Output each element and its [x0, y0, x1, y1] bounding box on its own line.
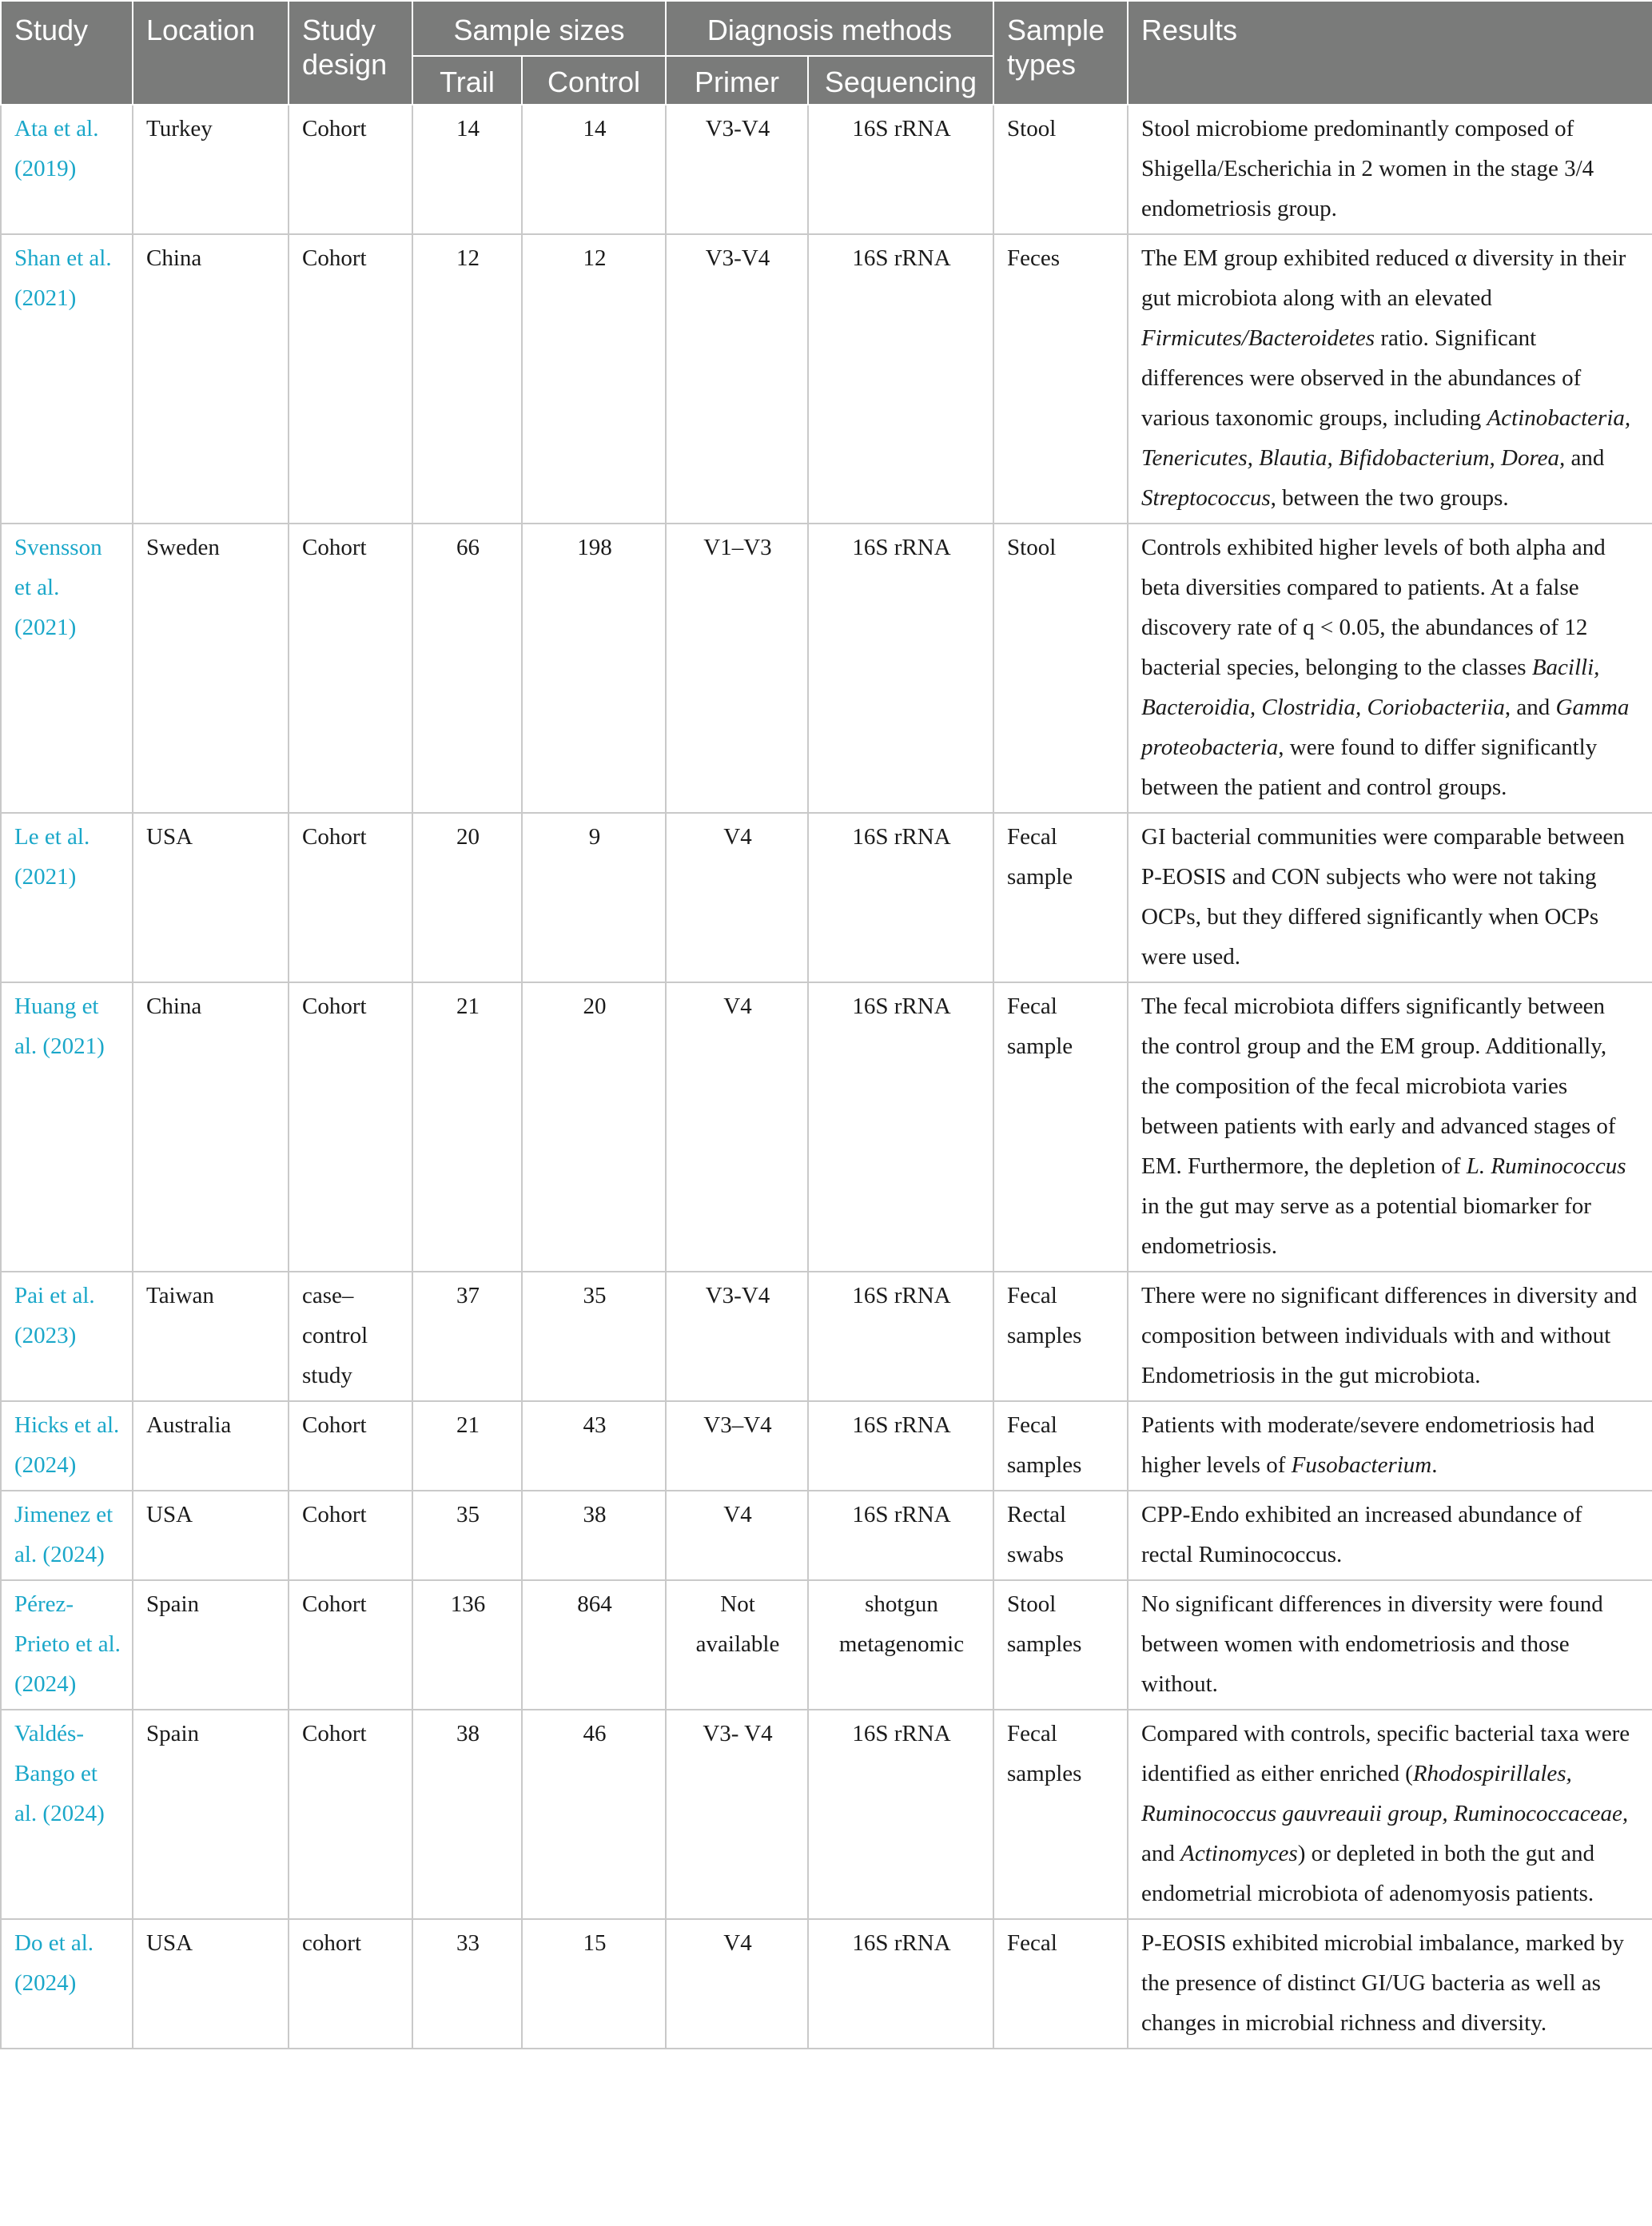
cell-study[interactable]: Pai et al. (2023)	[1, 1272, 133, 1401]
cell-sequencing: 16S rRNA	[808, 813, 993, 982]
cell-control: 14	[522, 105, 666, 234]
cell-study-design: Cohort	[289, 1710, 412, 1919]
cell-results	[1128, 1919, 1652, 2049]
results-text: Patients with moderate/severe endometriosis had higher levels of	[1141, 1412, 1594, 1478]
cell-sample-type: Fecal sample	[993, 982, 1128, 1272]
cell-sample-type: Stool	[993, 105, 1128, 234]
cell-results	[1128, 1580, 1652, 1710]
cell-primer: V3-V4	[666, 1272, 808, 1401]
results-text: P-EOSIS exhibited microbial imbalance, marked by the presence of distinct GI/UG bacteria as well as changes in microbial richness and diversity.	[1141, 1930, 1625, 2036]
cell-primer: V4	[666, 813, 808, 982]
results-text: .	[1431, 1452, 1438, 1478]
cell-trail: 136	[412, 1580, 522, 1710]
cell-sample-type: Stool	[993, 524, 1128, 813]
cell-results	[1128, 1272, 1652, 1401]
cell-control: 46	[522, 1710, 666, 1919]
cell-study-design: Cohort	[289, 524, 412, 813]
cell-trail: 20	[412, 813, 522, 982]
header-diagnosis-methods: Diagnosis methods	[666, 1, 993, 56]
cell-sequencing: 16S rRNA	[808, 1919, 993, 2049]
cell-trail: 35	[412, 1491, 522, 1580]
cell-study[interactable]: Svensson et al. (2021)	[1, 524, 133, 813]
cell-study[interactable]: Hicks et al. (2024)	[1, 1401, 133, 1491]
cell-study[interactable]: Shan et al. (2021)	[1, 234, 133, 524]
results-text: The EM group exhibited reduced α diversity in their gut microbiota along with an elevated	[1141, 245, 1626, 311]
cell-trail: 38	[412, 1710, 522, 1919]
cell-sequencing: 16S rRNA	[808, 234, 993, 524]
header-study-design: Study design	[289, 1, 412, 105]
table-row	[1, 1401, 1652, 1491]
cell-sequencing: 16S rRNA	[808, 105, 993, 234]
cell-sample-type: Fecal sample	[993, 813, 1128, 982]
results-text: and	[1565, 445, 1605, 471]
cell-control: 43	[522, 1401, 666, 1491]
cell-location: Turkey	[133, 105, 289, 234]
cell-control: 35	[522, 1272, 666, 1401]
results-text: CPP-Endo exhibited an increased abundance of rectal Ruminococcus.	[1141, 1502, 1582, 1567]
results-text: ) or depleted in both the gut and endometrial microbiota of adenomyosis patients.	[1141, 1841, 1594, 1906]
cell-location: Taiwan	[133, 1272, 289, 1401]
results-text: , between the two groups.	[1270, 485, 1509, 511]
header-sample-types: Sample types	[993, 1, 1128, 105]
cell-location: Spain	[133, 1580, 289, 1710]
cell-study[interactable]: Do et al. (2024)	[1, 1919, 133, 2049]
results-italic-text: Actinobacteria, Tenericutes, Blautia, Bifidobacterium, Dorea,	[1141, 405, 1631, 471]
results-text: GI bacterial communities were comparable between P-EOSIS and CON subjects who were not taking OCPs, but they differed significantly when OCPs were used.	[1141, 824, 1625, 970]
header-location: Location	[133, 1, 289, 105]
cell-primer: V4	[666, 1919, 808, 2049]
cell-results	[1128, 105, 1652, 234]
cell-results	[1128, 1491, 1652, 1580]
results-text: and	[1141, 1841, 1181, 1866]
cell-study-design: Cohort	[289, 813, 412, 982]
cell-primer: V3–V4	[666, 1401, 808, 1491]
results-italic-text: Bacilli, Bacteroidia, Clostridia, Coriobacteriia	[1141, 655, 1600, 720]
cell-study[interactable]: Pérez-Prieto et al. (2024)	[1, 1580, 133, 1710]
cell-study-design: Cohort	[289, 105, 412, 234]
cell-sample-type: Fecal samples	[993, 1272, 1128, 1401]
table-row	[1, 1491, 1652, 1580]
table-body	[1, 105, 1652, 2049]
cell-sequencing: shotgun metagenomic	[808, 1580, 993, 1710]
cell-study[interactable]: Valdés-Bango et al. (2024)	[1, 1710, 133, 1919]
results-italic-text: Firmicutes/Bacteroidetes	[1141, 325, 1375, 351]
table-row	[1, 234, 1652, 524]
header-trail: Trail	[412, 56, 522, 105]
cell-sample-type: Stool samples	[993, 1580, 1128, 1710]
cell-results	[1128, 1710, 1652, 1919]
results-italic-text: Fusobacterium	[1291, 1452, 1432, 1478]
cell-sample-type: Rectal swabs	[993, 1491, 1128, 1580]
cell-control: 198	[522, 524, 666, 813]
results-italic-text: Gamma proteobacteria	[1141, 695, 1630, 760]
results-text: No significant differences in diversity were found between women with endometriosis and those without.	[1141, 1591, 1603, 1697]
table-row	[1, 1580, 1652, 1710]
cell-location: USA	[133, 1919, 289, 2049]
results-text: , and	[1504, 695, 1556, 720]
cell-trail: 37	[412, 1272, 522, 1401]
cell-control: 38	[522, 1491, 666, 1580]
cell-control: 20	[522, 982, 666, 1272]
cell-trail: 12	[412, 234, 522, 524]
header-sequencing: Sequencing	[808, 56, 993, 105]
cell-sample-type: Feces	[993, 234, 1128, 524]
cell-study-design: cohort	[289, 1919, 412, 2049]
cell-control: 9	[522, 813, 666, 982]
table-row	[1, 982, 1652, 1272]
cell-primer: V3-V4	[666, 234, 808, 524]
cell-sample-type: Fecal	[993, 1919, 1128, 2049]
header-results: Results	[1128, 1, 1652, 105]
cell-location: Australia	[133, 1401, 289, 1491]
cell-trail: 21	[412, 1401, 522, 1491]
header-control: Control	[522, 56, 666, 105]
cell-study[interactable]: Jimenez et al. (2024)	[1, 1491, 133, 1580]
cell-trail: 33	[412, 1919, 522, 2049]
results-text: There were no significant differences in diversity and composition between individuals with and without Endometriosis in the gut microbiota.	[1141, 1283, 1638, 1388]
cell-location: Spain	[133, 1710, 289, 1919]
cell-study[interactable]: Ata et al. (2019)	[1, 105, 133, 234]
cell-primer: V4	[666, 1491, 808, 1580]
cell-results	[1128, 982, 1652, 1272]
header-primer: Primer	[666, 56, 808, 105]
results-text: Compared with controls, specific bacterial taxa were identified as either enriched (	[1141, 1721, 1630, 1786]
results-italic-text: Streptococcus	[1141, 485, 1271, 511]
cell-primer: V1–V3	[666, 524, 808, 813]
table-row	[1, 1919, 1652, 2049]
cell-sequencing: 16S rRNA	[808, 982, 993, 1272]
cell-location: USA	[133, 1491, 289, 1580]
header-sample-sizes: Sample sizes	[412, 1, 666, 56]
results-italic-text: Actinomyces	[1180, 1841, 1298, 1866]
results-text: Stool microbiome predominantly composed of Shigella/Escherichia in 2 women in the stage 3/4 endometriosis group.	[1141, 116, 1594, 221]
cell-trail: 21	[412, 982, 522, 1272]
cell-location: China	[133, 982, 289, 1272]
cell-study-design: Cohort	[289, 1491, 412, 1580]
cell-results	[1128, 524, 1652, 813]
results-text: The fecal microbiota differs significantly between the control group and the EM group. Additionally, the composition of the fecal microbiota varies between patients with early and advanced stages of EM. Furthermore, the depletion of	[1141, 994, 1616, 1179]
cell-study[interactable]: Le et al. (2021)	[1, 813, 133, 982]
table-header	[1, 1, 1652, 105]
cell-location: China	[133, 234, 289, 524]
cell-trail: 14	[412, 105, 522, 234]
results-text: , were found to differ significantly between the patient and control groups.	[1141, 735, 1598, 800]
cell-sequencing: 16S rRNA	[808, 1491, 993, 1580]
cell-results	[1128, 1401, 1652, 1491]
table-row	[1, 1272, 1652, 1401]
cell-sequencing: 16S rRNA	[808, 1710, 993, 1919]
cell-study-design: Cohort	[289, 1580, 412, 1710]
table-row	[1, 524, 1652, 813]
cell-location: USA	[133, 813, 289, 982]
cell-results	[1128, 813, 1652, 982]
results-italic-text: Rhodospirillales, Ruminococcus gauvreauii group, Ruminococcaceae,	[1141, 1761, 1629, 1826]
cell-results	[1128, 234, 1652, 524]
cell-primer: V3- V4	[666, 1710, 808, 1919]
results-text: ratio. Significant differences were observed in the abundances of various taxonomic groups, including	[1141, 325, 1582, 431]
cell-primer: V3-V4	[666, 105, 808, 234]
cell-location: Sweden	[133, 524, 289, 813]
cell-sequencing: 16S rRNA	[808, 1401, 993, 1491]
cell-study-design: case–control study	[289, 1272, 412, 1401]
cell-study-design: Cohort	[289, 982, 412, 1272]
results-italic-text: L. Ruminococcus	[1466, 1153, 1626, 1179]
table-row	[1, 1710, 1652, 1919]
cell-control: 12	[522, 234, 666, 524]
table-row	[1, 105, 1652, 234]
cell-control: 15	[522, 1919, 666, 2049]
results-text: in the gut may serve as a potential biomarker for endometriosis.	[1141, 1193, 1591, 1259]
cell-sequencing: 16S rRNA	[808, 524, 993, 813]
cell-sample-type: Fecal samples	[993, 1710, 1128, 1919]
cell-trail: 66	[412, 524, 522, 813]
cell-study-design: Cohort	[289, 234, 412, 524]
results-text: Controls exhibited higher levels of both alpha and beta diversities compared to patients. At a false discovery rate of q < 0.05, the abundances of 12 bacterial species, belonging to the classes	[1141, 535, 1606, 680]
cell-study-design: Cohort	[289, 1401, 412, 1491]
cell-primer: V4	[666, 982, 808, 1272]
cell-primer: Not available	[666, 1580, 808, 1710]
cell-sequencing: 16S rRNA	[808, 1272, 993, 1401]
cell-control: 864	[522, 1580, 666, 1710]
cell-sample-type: Fecal samples	[993, 1401, 1128, 1491]
cell-study[interactable]: Huang et al. (2021)	[1, 982, 133, 1272]
header-study: Study	[1, 1, 133, 105]
table-row	[1, 813, 1652, 982]
